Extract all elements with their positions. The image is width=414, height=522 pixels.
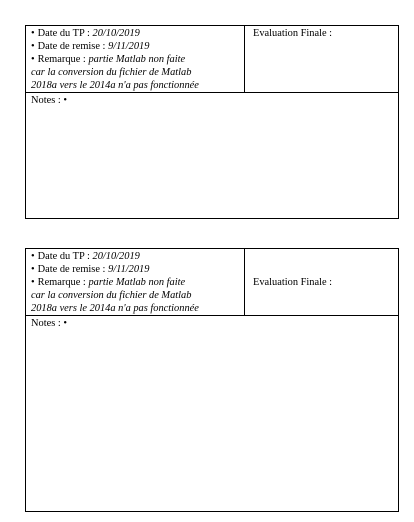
bullet: • (31, 277, 35, 288)
date-remise-label: Date de remise : (37, 41, 106, 52)
notes-label: Notes : (31, 95, 61, 106)
bullet: • (31, 54, 35, 65)
remarque-line (31, 53, 240, 66)
date-remise-value: 9/11/2019 (108, 264, 150, 275)
tp-info-cell (26, 249, 245, 315)
remarque-text-3: 2018a vers le 2014a n'a pas fonctionnée (31, 303, 199, 314)
date-tp-label: Date du TP : (37, 251, 90, 262)
date-remise-value: 9/11/2019 (108, 41, 150, 52)
date-remise-line (31, 263, 240, 276)
date-tp-value: 20/10/2019 (92, 251, 140, 262)
evaluation-label: Evaluation Finale : (253, 28, 333, 39)
date-tp-value: 20/10/2019 (92, 28, 140, 39)
evaluation-cell (245, 249, 398, 315)
remarque-text-1: partie Matlab non faite (88, 277, 186, 288)
remarque-text-2: car la conversion du fichier de Matlab (31, 67, 192, 78)
remarque-label: Remarque : (37, 277, 86, 288)
notes-cell (26, 316, 398, 331)
remarque-text-1: partie Matlab non faite (88, 54, 186, 65)
bullet: • (31, 41, 35, 52)
notes-bullet: • (63, 95, 67, 106)
date-remise-line (31, 40, 240, 53)
card-header-row (26, 26, 398, 93)
bullet: • (31, 264, 35, 275)
evaluation-cell (245, 26, 398, 92)
notes-label: Notes : (31, 318, 61, 329)
bullet: • (31, 251, 35, 262)
tp-info-cell (26, 26, 245, 92)
evaluation-label: Evaluation Finale : (253, 277, 333, 288)
remarque-text-2: car la conversion du fichier de Matlab (31, 290, 192, 301)
remarque-label: Remarque : (37, 54, 86, 65)
remarque-line (31, 276, 240, 289)
card-header-row (26, 249, 398, 316)
date-tp-line (31, 27, 240, 40)
date-tp-line (31, 250, 240, 263)
date-remise-label: Date de remise : (37, 264, 106, 275)
notes-bullet: • (63, 318, 67, 329)
date-tp-label: Date du TP : (37, 28, 90, 39)
evaluation-card-2 (25, 248, 399, 512)
notes-cell (26, 93, 398, 108)
bullet: • (31, 28, 35, 39)
evaluation-card-1 (25, 25, 399, 219)
remarque-text-3: 2018a vers le 2014a n'a pas fonctionnée (31, 80, 199, 91)
